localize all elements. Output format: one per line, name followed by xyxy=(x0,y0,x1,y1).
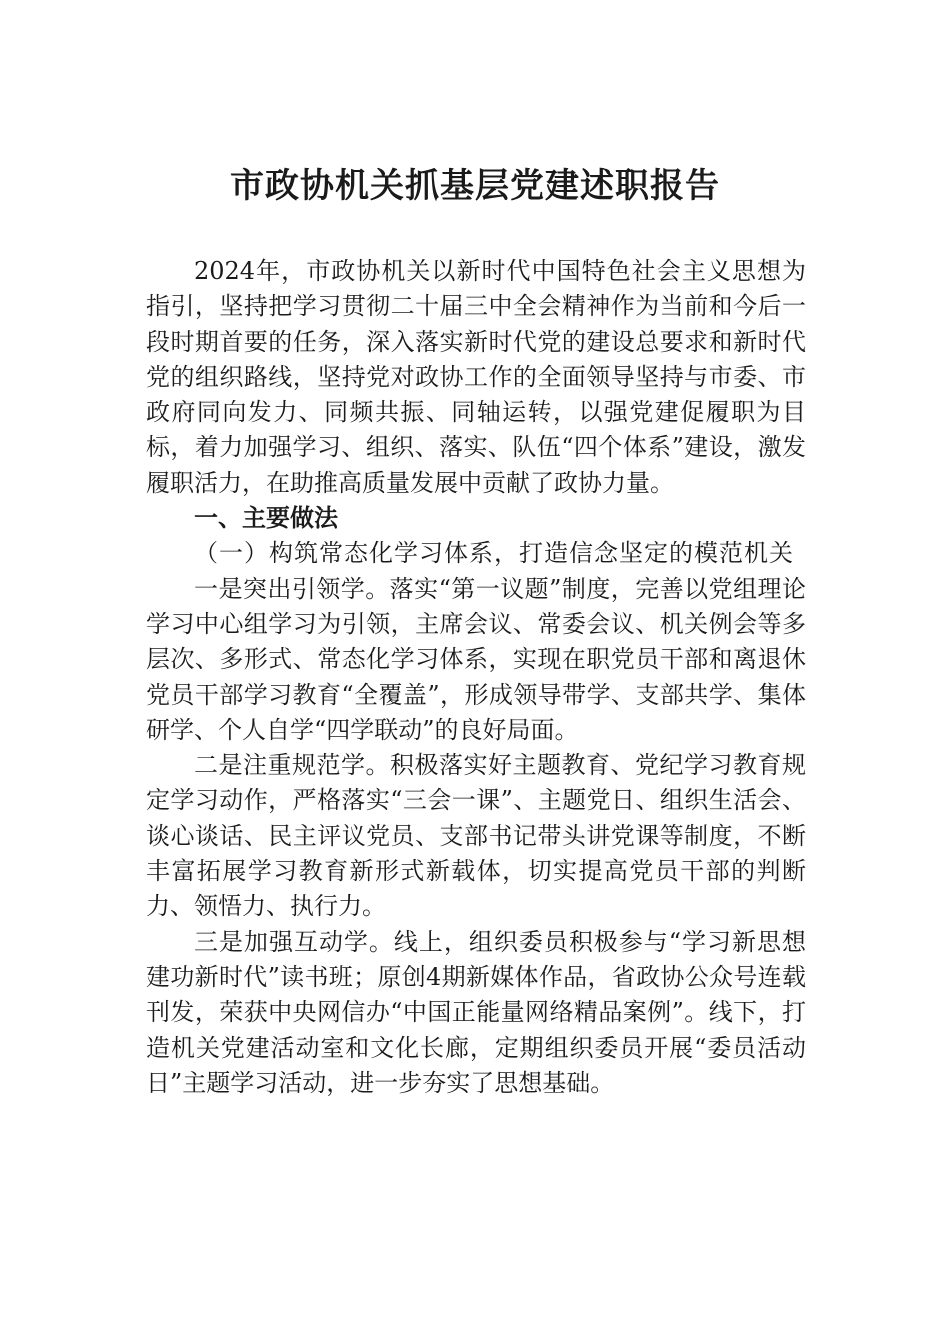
subsection-heading-learning-system: （一）构筑常态化学习体系，打造信念坚定的模范机关 xyxy=(194,539,794,568)
section-heading-main-practices: 一、主要做法 xyxy=(194,504,338,533)
body-paragraph-interactive-learning: 三是加强互动学。线上，组织委员积极参与“学习新思想 建功新时代”读书班；原创4期新媒体作品，省政协公众号连载刊发，荣获中央网信办“中国正能量网络精品案例”。线下，打造机关党建活动室和文化长廊，定期组织委员开展“委员活动日”主题学习活动，进一步夯实了思想基础。 xyxy=(146,927,806,1097)
body-paragraph-guided-learning: 一是突出引领学。落实“第一议题”制度，完善以党组理论学习中心组学习为引领，主席会议、常委会议、机关例会等多层次、多形式、常态化学习体系，实现在职党员干部和离退休党员干部学习教育“全覆盖”，形成领导带学、支部共学、集体研学、个人自学“四学联动”的良好局面。 xyxy=(146,574,806,744)
document-body xyxy=(146,254,806,1101)
document-title: 市政协机关抓基层党建述职报告 xyxy=(230,166,720,206)
intro-paragraph: 2024年，市政协机关以新时代中国特色社会主义思想为指引，坚持把学习贯彻二十届三中全会精神作为当前和今后一段时期首要的任务，深入落实新时代党的建设总要求和新时代党的组织路线，坚持党对政协工作的全面领导坚持与市委、市政府同向发力、同频共振、同轴运转，以强党建促履职为目标，着力加强学习、组织、落实、队伍“四个体系”建设，激发履职活力，在助推高质量发展中贡献了政协力量。 xyxy=(146,257,806,497)
body-paragraph-standardized-learning: 二是注重规范学。积极落实好主题教育、党纪学习教育规定学习动作，严格落实“三会一课”、主题党日、组织生活会、谈心谈话、民主评议党员、支部书记带头讲党课等制度，不断丰富拓展学习教育新形式新载体，切实提高党员干部的判断力、领悟力、执行力。 xyxy=(146,751,806,921)
